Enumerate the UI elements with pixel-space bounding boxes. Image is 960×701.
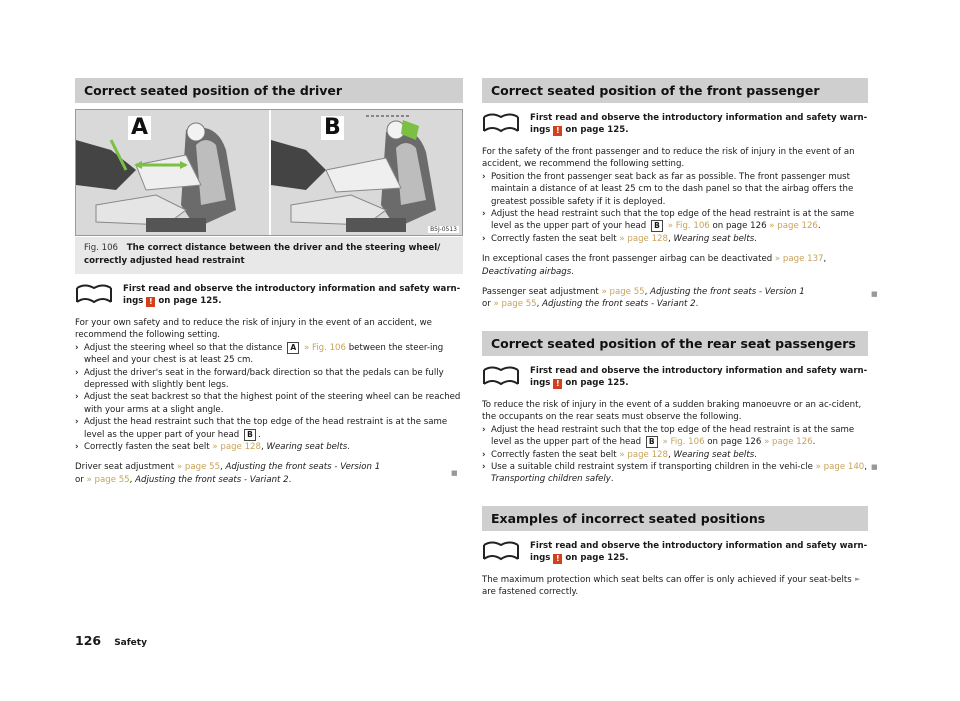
end-marker: ■ <box>871 463 878 471</box>
continue-arrow-icon: ► <box>855 575 861 583</box>
period: . <box>754 233 757 244</box>
page-link[interactable]: » page 137 <box>774 254 824 265</box>
figure-code: B5J-0513 <box>430 226 457 233</box>
open-book-icon <box>482 366 520 388</box>
section-ref: Wearing seat belts <box>673 233 755 244</box>
intro-paragraph: For your own safety and to reduce the risk of injury in the event of an accident, we recommend the following setting. <box>75 318 432 341</box>
warning-icon: ! <box>553 126 562 136</box>
bullet-text: Adjust the head restraint such that the top edge of the head restraint is at the same level as the upper part of your head <box>491 209 855 232</box>
section-ref: Adjusting the front seats - Version 1 <box>650 287 805 298</box>
figure-panel-b <box>271 110 463 235</box>
seat-adjustment-paragraph <box>75 461 463 486</box>
end-marker: ■ <box>451 469 458 477</box>
period: . <box>571 266 574 277</box>
bullet-head-restraint <box>482 424 868 449</box>
open-book-icon <box>482 113 520 135</box>
comma: , <box>220 462 223 473</box>
page-link[interactable]: » page 55 <box>176 462 221 473</box>
bullet-text: on page 126 <box>712 221 767 232</box>
comma: , <box>823 254 827 265</box>
notice-page: on page 125. <box>158 296 222 306</box>
page-link[interactable]: » page 55 <box>86 474 130 485</box>
page-link[interactable]: » page 128 <box>212 442 261 453</box>
page-link[interactable]: » page 128 <box>619 449 668 460</box>
page-link[interactable]: » page 55 <box>493 299 537 310</box>
bullet-text: Position the front passenger seat back as far as possible. The front passenger must maintain a distance of at least 25 cm to the dash panel so that the airbag offers the greatest possible safety if it is deployed. <box>491 171 854 207</box>
bullet-marker: › <box>75 417 79 428</box>
figure-caption-text: The correct distance between the driver and the steering wheel/ correctly adjusted head restraint <box>84 243 441 266</box>
or-text: or <box>75 474 84 485</box>
bullet-marker: › <box>75 442 79 453</box>
seat-adjustment-paragraph <box>482 286 868 311</box>
fig-link[interactable]: » Fig. 106 <box>662 437 705 448</box>
label-b: B <box>244 429 256 441</box>
bullet-marker: › <box>482 449 486 460</box>
bullet-steering <box>75 342 463 367</box>
notice-page: on page 125. <box>565 552 629 563</box>
end-marker: ■ <box>871 290 878 298</box>
section-ref: Adjusting the front seats - Version 1 <box>225 462 381 473</box>
figure-panel-a <box>76 110 269 235</box>
figure-caption <box>75 237 463 274</box>
section-ref: Wearing seat belts <box>266 442 348 453</box>
page-footer <box>75 630 147 649</box>
period: . <box>754 449 757 460</box>
left-column <box>75 78 463 486</box>
bullet-text: Adjust the head restraint such that the top edge of the head restraint is at the same level as the upper part of the head <box>491 424 855 448</box>
section-ref: Adjusting the front seats - Variant 2 <box>135 474 289 485</box>
period: . <box>288 474 292 485</box>
bullet-seat-position <box>75 367 463 392</box>
bullet-text-cont: between the steer-ing wheel and your chest is at least 25 cm. <box>84 342 444 366</box>
open-book-icon <box>482 541 520 563</box>
airbag-paragraph <box>482 253 868 278</box>
label-a: A <box>287 342 299 354</box>
bullet-marker: › <box>482 233 486 244</box>
bullet-text-end: . <box>258 429 261 440</box>
figure-number: Fig. 106 <box>84 243 119 253</box>
bullet-text: Use a suitable child restraint system if transporting children in the vehi-cle <box>491 461 813 472</box>
bullet-seat-belt <box>482 233 868 245</box>
fig-link[interactable]: » Fig. 106 <box>667 221 710 232</box>
driver-seat-illustration-b <box>271 110 463 235</box>
bullet-text: Adjust the seat backrest so that the highest point of the steering wheel can be reached with your arms at a slight angle. <box>84 392 461 415</box>
section-ref: Transporting children safely <box>491 474 611 485</box>
bullet-marker: › <box>482 424 486 435</box>
notice-text: First read and observe the introductory information and safety warn-ings <box>530 540 868 563</box>
bullet-marker: › <box>75 392 79 403</box>
comma: , <box>667 233 671 244</box>
notice-text: First read and observe the introductory information and safety warn-ings <box>530 113 868 135</box>
bullet-text: Correctly fasten the seat belt <box>491 449 617 460</box>
bullet-text: Correctly fasten the seat belt <box>491 233 617 244</box>
notice-page: on page 125. <box>565 377 629 388</box>
footer-section: Safety <box>114 638 147 648</box>
bullet-head-restraint <box>75 416 463 441</box>
bullet-marker: › <box>75 367 79 378</box>
right-column <box>482 78 868 599</box>
section-ref: Deactivating airbags <box>482 266 572 277</box>
bullet-backrest <box>75 391 463 416</box>
page-link[interactable]: » page 140 <box>815 461 865 472</box>
bullet-text: on page 126 <box>707 437 762 448</box>
page-link[interactable]: » page 126 <box>769 221 818 232</box>
bullet-marker: › <box>482 461 486 472</box>
adj-text: Passenger seat adjustment <box>482 287 599 298</box>
period: . <box>695 299 699 310</box>
period: . <box>347 442 350 453</box>
comma: , <box>536 299 540 310</box>
figure-label-a: A <box>128 116 151 140</box>
notice-page: on page 125. <box>565 125 629 135</box>
notice-incorrect-positions <box>482 540 868 566</box>
bullet-seat-belt <box>482 449 868 461</box>
warning-icon: ! <box>553 379 562 389</box>
comma: , <box>864 461 867 472</box>
section-ref: Wearing seat belts <box>673 449 755 460</box>
bullet-marker: › <box>482 171 486 182</box>
intro-paragraph: The maximum protection which seat belts can offer is only achieved if your seat-belts are fastened correctly. <box>482 574 852 598</box>
intro-paragraph: To reduce the risk of injury in the event of a sudden braking manoeuvre or an ac-cident, the occupants on the rear seats must observe the following. <box>482 399 862 423</box>
section-heading-incorrect-positions: Examples of incorrect seated positions <box>482 506 868 531</box>
section-ref: Adjusting the front seats - Variant 2 <box>542 299 696 310</box>
open-book-icon <box>75 284 113 306</box>
page-link[interactable]: » page 126 <box>764 437 813 448</box>
bullet-text: Adjust the head restraint such that the top edge of the head restraint is at the same level as the upper part of your head <box>84 417 448 440</box>
intro-paragraph: For the safety of the front passenger and to reduce the risk of injury in the event of an accident, we recommend the following setting. <box>482 147 855 170</box>
bullet-marker: › <box>75 342 79 353</box>
notice-rear-passengers <box>482 365 868 391</box>
fig-link[interactable]: » Fig. 106 <box>303 342 346 353</box>
bullet-child-restraint <box>482 461 868 486</box>
section-heading-front-passenger: Correct seated position of the front passenger <box>482 78 868 103</box>
section-heading-rear-passengers: Correct seated position of the rear seat passengers <box>482 331 868 356</box>
comma: , <box>667 449 671 460</box>
bullet-text: Correctly fasten the seat belt <box>84 442 210 453</box>
period: . <box>812 437 816 448</box>
figure-label-b: B <box>321 116 344 140</box>
page-link[interactable]: » page 55 <box>601 287 645 298</box>
label-b: B <box>646 436 658 448</box>
figure-106 <box>75 109 463 236</box>
adj-text: Driver seat adjustment <box>75 462 175 473</box>
notice-text: First read and observe the introductory information and safety warn-ings <box>530 365 868 388</box>
period: . <box>817 221 821 232</box>
period: . <box>610 474 614 485</box>
comma: , <box>129 474 133 485</box>
label-b: B <box>651 220 663 232</box>
bullet-seat-belt <box>75 441 463 453</box>
exc-text: In exceptional cases the front passenger airbag can be deactivated <box>482 254 773 265</box>
or-text: or <box>482 299 491 310</box>
bullet-marker: › <box>482 209 486 220</box>
bullet-text: Adjust the driver's seat in the forward/back direction so that the pedals can be fully depressed with slightly bent legs. <box>84 367 444 391</box>
section-heading-driver: Correct seated position of the driver <box>75 78 463 103</box>
warning-icon: ! <box>553 554 562 564</box>
bullet-text: Adjust the steering wheel so that the distance <box>84 342 283 353</box>
notice-driver <box>75 283 463 309</box>
bullet-head-restraint <box>482 208 868 233</box>
comma: , <box>644 287 648 298</box>
notice-text: First read and observe the introductory information and safety warn-ings <box>123 284 461 306</box>
page-link[interactable]: » page 128 <box>619 233 668 244</box>
driver-seat-illustration-a <box>76 110 269 235</box>
comma: , <box>260 442 264 453</box>
warning-icon: ! <box>146 297 155 307</box>
page-number: 126 <box>75 633 102 648</box>
bullet-passenger-seat <box>482 171 868 208</box>
notice-front-passenger <box>482 112 868 138</box>
